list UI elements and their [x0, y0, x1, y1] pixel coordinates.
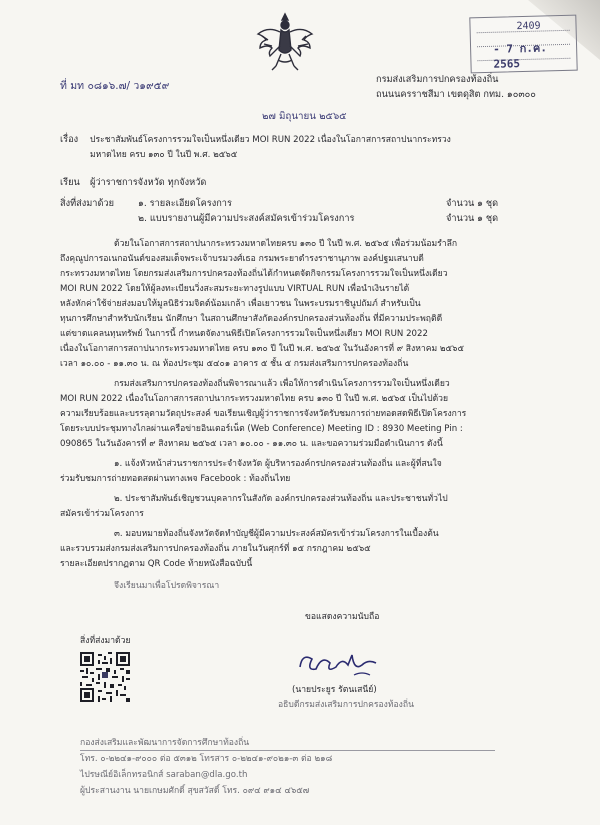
item-1-line: ๑. แจ้งหัวหน้าส่วนราชการประจำจังหวัด ผู้บริหารองค์กรปกครองส่วนท้องถิ่น และผู้ที่สนใจ: [114, 459, 442, 469]
closing-request: จึงเรียนมาเพื่อโปรดพิจารณา: [114, 581, 220, 591]
to-label: เรียน: [60, 177, 80, 188]
para2-line: MOI RUN 2022 เนื่องในโอกาสการสถาปนากระทรวงมหาดไทย ครบ ๑๓๐ ปี ในปี พ.ศ. ๒๕๖๕ เป็นไปด้วย: [60, 394, 449, 404]
item-3-line: รายละเอียดปรากฏตาม QR Code ท้ายหนังสือฉบับนี้: [60, 559, 253, 569]
signer-title: อธิบดีกรมส่งเสริมการปกครองท้องถิ่น: [278, 700, 414, 710]
footer-email: ไปรษณีย์อิเล็กทรอนิกส์ saraban@dla.go.th: [80, 770, 248, 780]
item-1-line: ร่วมรับชมการถ่ายทอดสดผ่านทางเพจ Facebook : ท้องถิ่นไทย: [60, 474, 291, 484]
para1-line: MOI RUN 2022 โดยให้ผู้ลงทะเบียนวิ่งสะสมระยะทางรูปแบบ VIRTUAL RUN เพื่อนำเงินรายได้: [60, 284, 410, 294]
signature: [296, 645, 381, 680]
para1-line: หลังหักค่าใช้จ่ายส่งมอบให้มูลนิธิร่วมจิตต์น้อมเกล้า เพื่อเยาวชน ในพระบรมราชินูปถัมภ์ สำหรับเป็น: [60, 299, 421, 309]
para2-line: 090865 ในวันอังคารที่ ๙ สิงหาคม ๒๕๖๕ เวลา ๑๐.๐๐ - ๑๑.๓๐ น. และขอความร่วมมือดำเนินการ ดังนี้: [60, 439, 443, 449]
para1-line: ถึงคุณูปการอเนกอนันต์ของสมเด็จพระเจ้าบรมวงศ์เธอ กรมพระยาดำรงราชานุภาพ องค์ปฐมเสนาบดี: [60, 254, 424, 264]
enclosure-1: ๑. รายละเอียดโครงการ: [138, 198, 232, 209]
footer-department: กองส่งเสริมและพัฒนาการจัดการศึกษาท้องถิ่น: [80, 738, 250, 748]
para2-line: โดยระบบประชุมทางไกลผ่านเครือข่ายอินเตอร์เน็ต (Web Conference) Meeting ID : 8930 Meeting Pin :: [60, 424, 463, 434]
signer-name: (นายประยูร รัตนเสนีย์): [292, 685, 377, 695]
subject-line-1: ประชาสัมพันธ์โครงการรวมใจเป็นหนึ่งเดียว MOI RUN 2022 เนื่องในโอกาสการสถาปนากระทรวง: [90, 135, 451, 145]
footer-divider: [80, 750, 495, 751]
para1-line: ด้วยในโอกาสการสถาปนากระทรวงมหาดไทยครบ ๑๓๐ ปี ในปี พ.ศ. ๒๕๖๕ เพื่อร่วมน้อมรำลึก: [114, 239, 458, 249]
organization-name: กรมส่งเสริมการปกครองท้องถิ่น: [376, 74, 499, 85]
qr-code-icon: [80, 652, 130, 702]
para1-line: แต่ขาดแคลนทุนทรัพย์ ในการนี้ กำหนดจัดงานพิธีเปิดโครงการรวมใจเป็นหนึ่งเดียว MOI RUN 2022: [60, 329, 428, 339]
received-stamp: [469, 15, 577, 74]
organization-address: ถนนนครราชสีมา เขตดุสิต กทม. ๑๐๓๐๐: [376, 89, 536, 100]
letter-date: ๒๗ มิถุนายน ๒๕๖๕: [262, 111, 347, 122]
qr-label: สิ่งที่ส่งมาด้วย: [80, 636, 131, 646]
enclosure-label: สิ่งที่ส่งมาด้วย: [60, 198, 114, 209]
stamp-number: 2409: [516, 20, 541, 33]
para1-line: เวลา ๑๐.๐๐ - ๑๑.๓๐ น. ณ ห้องประชุม ๕๔๐๑ อาคาร ๕ ชั้น ๕ กรมส่งเสริมการปกครองท้องถิ่น: [60, 359, 409, 369]
document-number: ที่ มท ๐๘๑๖.๗/ ว๑๙๕๙: [60, 80, 170, 92]
item-3-line: ๓. มอบหมายท้องถิ่นจังหวัดจัดทำบัญชีผู้มีความประสงค์สมัครเข้าร่วมโครงการในเบื้องต้น: [114, 529, 439, 539]
item-2-line: ๒. ประชาสัมพันธ์เชิญชวนบุคลากรในสังกัด องค์กรปกครองส่วนท้องถิ่น และประชาชนทั่วไป: [114, 494, 448, 504]
enclosure-2-quantity: จำนวน ๑ ชุด: [446, 213, 499, 224]
footer-phone: โทร. ๐-๒๒๔๑-๙๐๐๐ ต่อ ๕๓๑๒ โทรสาร ๐-๒๒๔๑-๙๐๒๑-๓ ต่อ ๒๑๘: [80, 754, 333, 764]
item-2-line: สมัครเข้าร่วมโครงการ: [60, 509, 144, 519]
footer-coordinator: ผู้ประสานงาน นายเกษมศักดิ์ สุขสวัสดิ์ โทร. ๐๙๔ ๙๑๔ ๔๖๕๗: [80, 786, 310, 796]
garuda-emblem-icon: [254, 10, 316, 80]
subject-label: เรื่อง: [60, 134, 79, 145]
para1-line: ทุนการศึกษาสำหรับนักเรียน นักศึกษา ในสถานศึกษาสังกัดองค์กรปกครองส่วนท้องถิ่น ที่มีความประพฤติดี: [60, 314, 443, 324]
para1-line: เนื่องในโอกาสการสถาปนากระทรวงมหาดไทย ครบ ๑๓๐ ปี ในปี พ.ศ. ๒๕๖๕ ในวันอังคารที่ ๙ สิงหาคม ๒๕๖๕: [60, 344, 465, 354]
item-3-line: และรวบรวมส่งกรมส่งเสริมการปกครองท้องถิ่น ภายในวันศุกร์ที่ ๑๕ กรกฎาคม ๒๕๖๕: [60, 544, 371, 554]
subject-line-2: มหาดไทย ครบ ๑๓๐ ปี ในปี พ.ศ. ๒๕๖๕: [90, 150, 238, 160]
para1-line: กระทรวงมหาดไทย โดยกรมส่งเสริมการปกครองท้องถิ่นได้กำหนดจัดกิจกรรมโครงการรวมใจเป็นหนึ่งเดียว: [60, 269, 448, 279]
stamp-date: - 7 ก.ค. 2565: [492, 41, 548, 71]
enclosure-1-quantity: จำนวน ๑ ชุด: [446, 198, 499, 209]
para2-line: ความเรียบร้อยและบรรลุตามวัตถุประสงค์ ขอเรียนเชิญผู้ว่าราชการจังหวัดรับชมการถ่ายทอดสดพิธีเปิดโครงการ: [60, 409, 467, 419]
para2-line: กรมส่งเสริมการปกครองท้องถิ่นพิจารณาแล้ว เพื่อให้การดำเนินโครงการรวมใจเป็นหนึ่งเดียว: [114, 379, 450, 389]
enclosure-2: ๒. แบบรายงานผู้มีความประสงค์สมัครเข้าร่วมโครงการ: [138, 213, 355, 224]
complimentary-close: ขอแสดงความนับถือ: [305, 612, 380, 622]
recipient: ผู้ว่าราชการจังหวัด ทุกจังหวัด: [90, 177, 207, 188]
